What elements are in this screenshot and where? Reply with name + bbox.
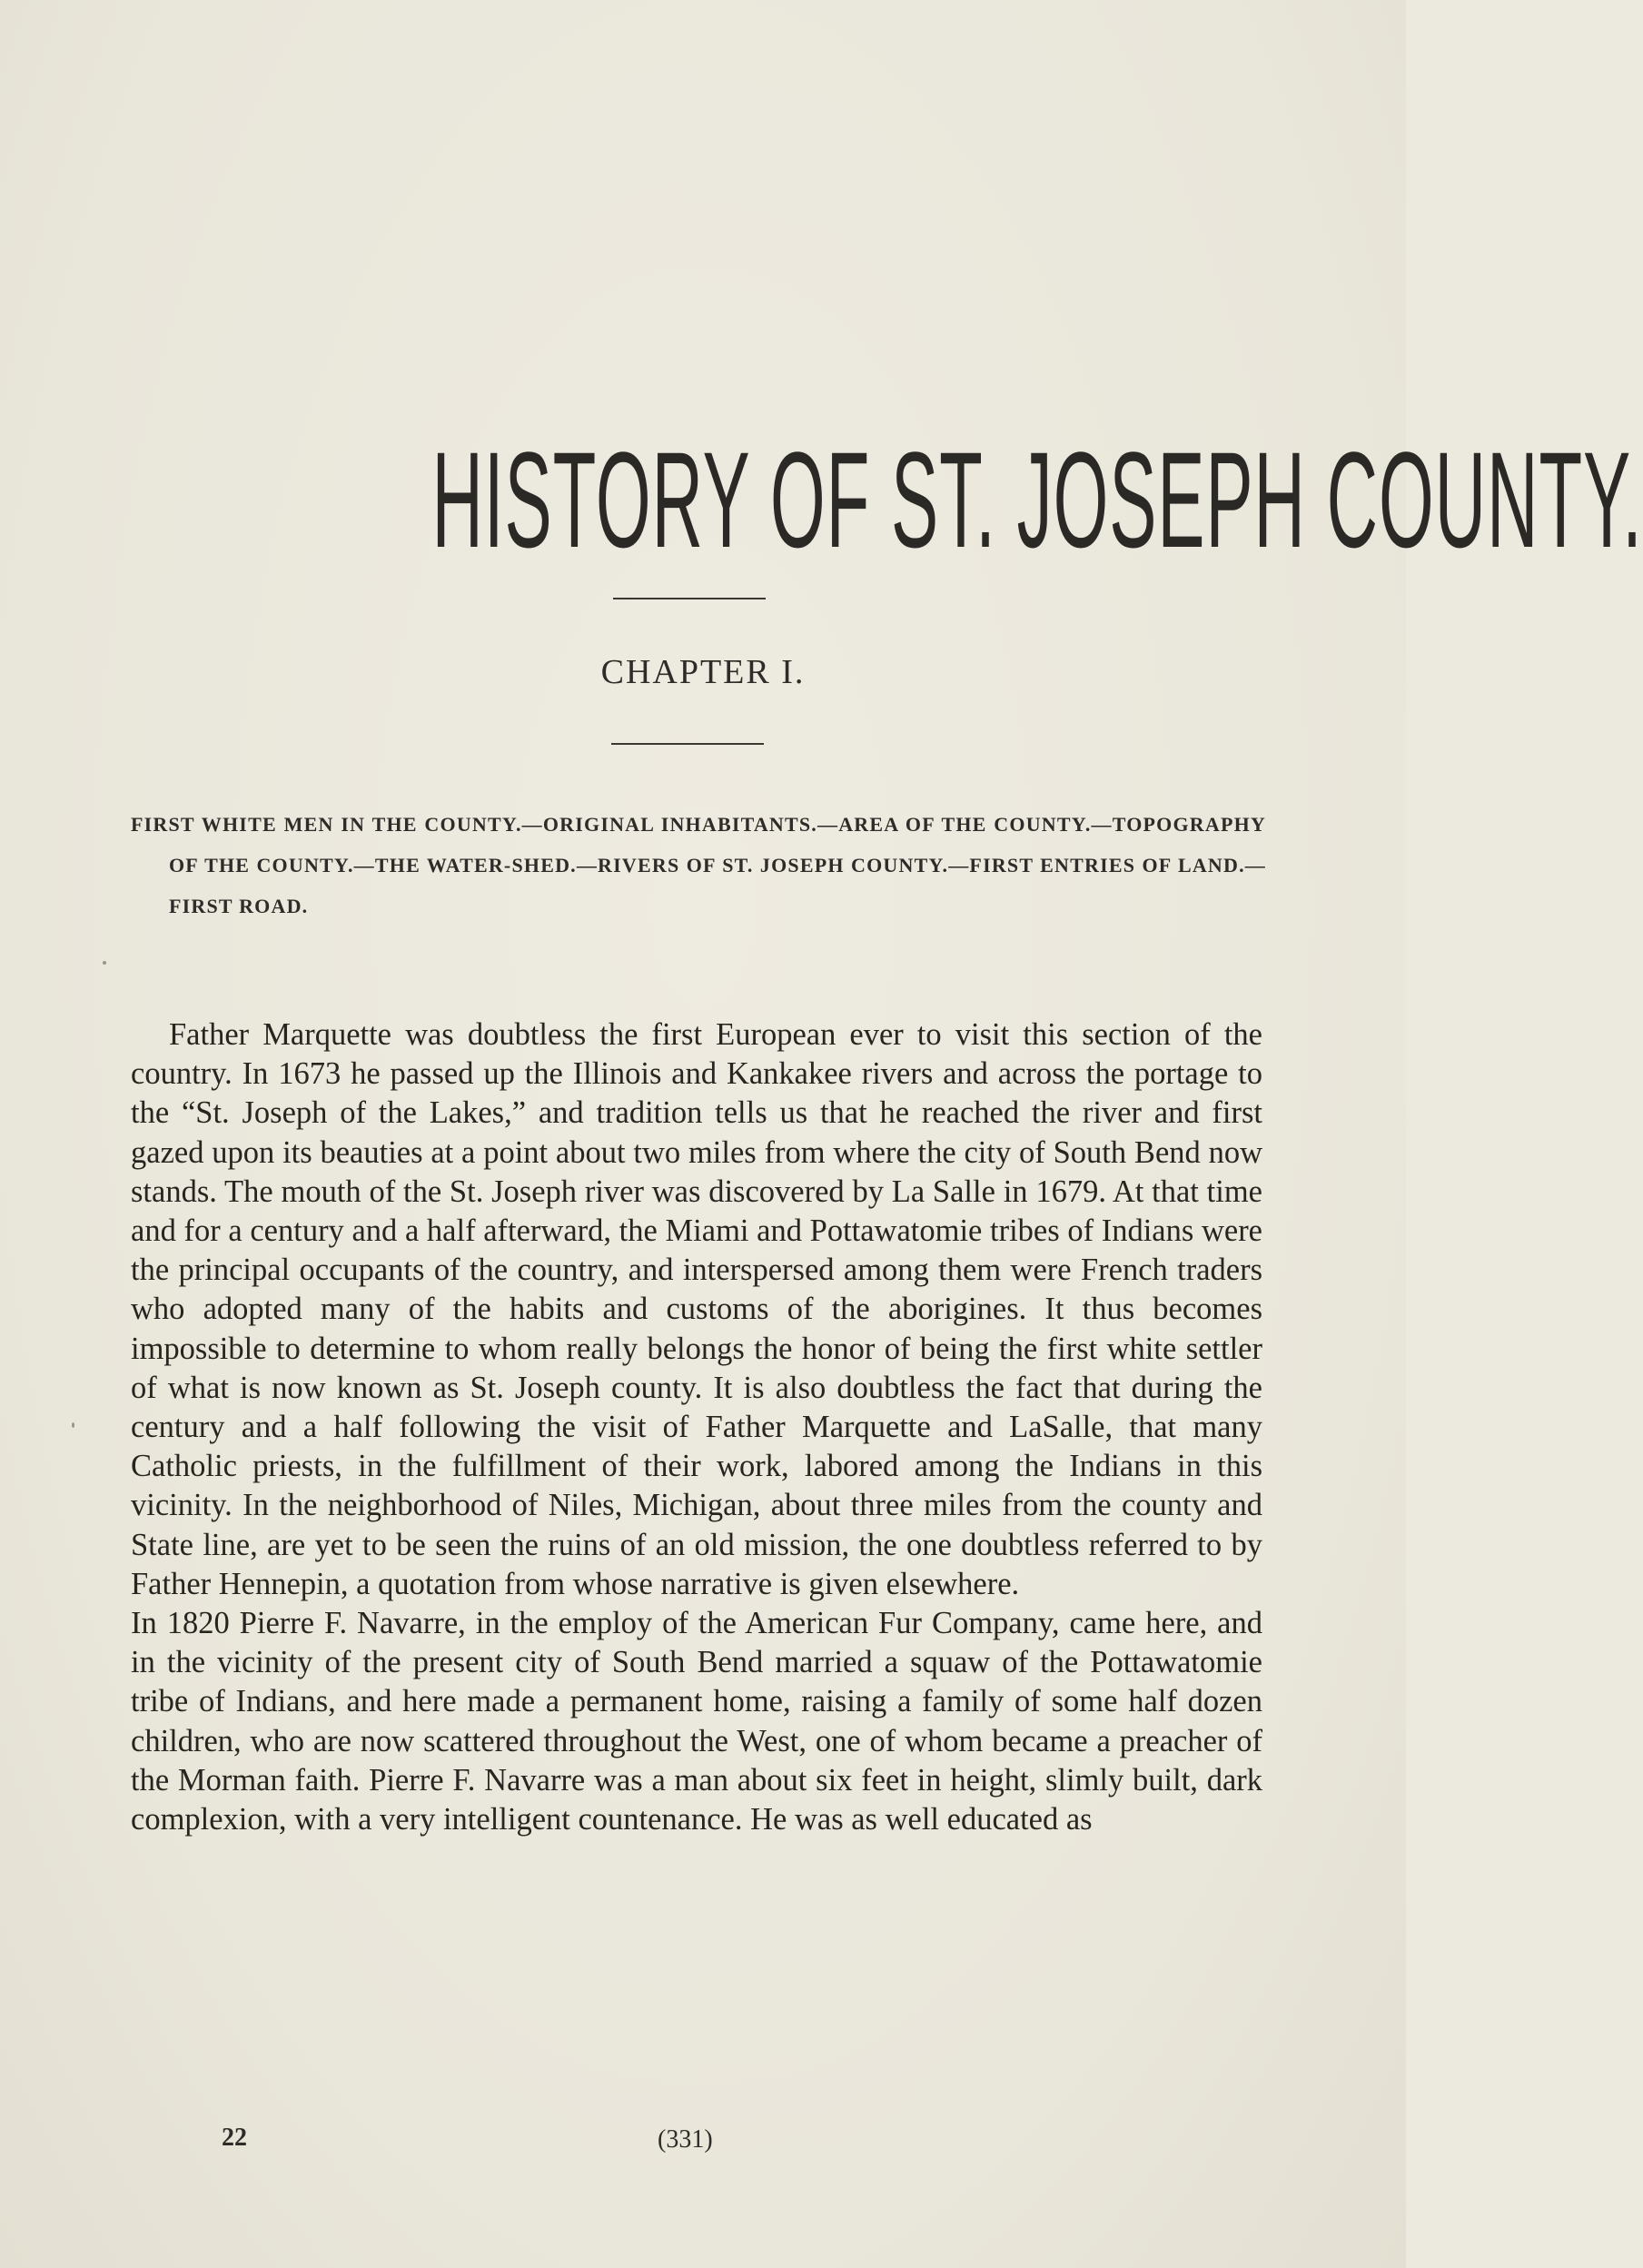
chapter-synopsis: [131, 804, 1266, 926]
paper-speck: [72, 1422, 74, 1428]
paragraph: In 1820 Pierre F. Navarre, in the employ of the American Fur Company, came here, and in the vicinity of the present city of South Bend married a squaw of the Pottawatomie tribe of Indians, and here made a permanent home, raising a family of some half dozen children, who are now scattered throughout the West, one of whom became a preacher of the Morman faith. Pierre F. Navarre was a man about six feet in height, slimly built, dark complexion, with a very intelligent countenance. He was as well educated as: [131, 1606, 1262, 1837]
paragraph: Father Marquette was doubtless the first European ever to visit this section of the country. In 1673 he passed up the Illinois and Kankakee rivers and across the portage to the “St. Joseph of the Lakes,” and tradition tells us that he reached the river and first gazed upon its beauties at a point about two miles from where the city of South Bend now stands. The mouth of the St. Joseph river was discovered by La Salle in 1679. At that time and for a century and a half afterward, the Miami and Pottawatomie tribes of Indians were the principal occupants of the country, and interspersed among them were French traders who adopted many of the habits and customs of the aborigines. It thus becomes impossible to determine to whom really belongs the honor of being the first white settler of what is now known as St. Joseph county. It is also doubtless the fact that during the century and a half following the visit of Father Marquette and LaSalle, that many Catholic priests, in the fulfillment of their work, labored among the Indians in this vicinity. In the neighborhood of Niles, Michigan, about three miles from the county and State line, are yet to be seen the ruins of an old mission, the one doubtless referred to by Father Hennepin, a quotation from whose narrative is given elsewhere.: [131, 1017, 1262, 1601]
paper-speck: [103, 961, 106, 965]
synopsis-text: FIRST WHITE MEN IN THE COUNTY.—ORIGINAL INHABITANTS.—AREA OF THE COUNTY.—TOPOGRAPHY OF THE COUNTY.—THE WATER-SHED.—RIVERS OF ST. JOSEPH COUNTY.—FIRST ENTRIES OF LAND.—FIRST ROAD.: [131, 813, 1266, 917]
chapter-divider: [611, 743, 764, 745]
signature-mark: 22: [222, 2124, 247, 2152]
body-text: [131, 1015, 1262, 1839]
page-number: (331): [658, 2125, 713, 2154]
chapter-heading: CHAPTER I.: [600, 653, 806, 691]
page-title: HISTORY OF ST. JOSEPH COUNTY.: [431, 423, 1643, 576]
title-divider: [613, 598, 766, 599]
